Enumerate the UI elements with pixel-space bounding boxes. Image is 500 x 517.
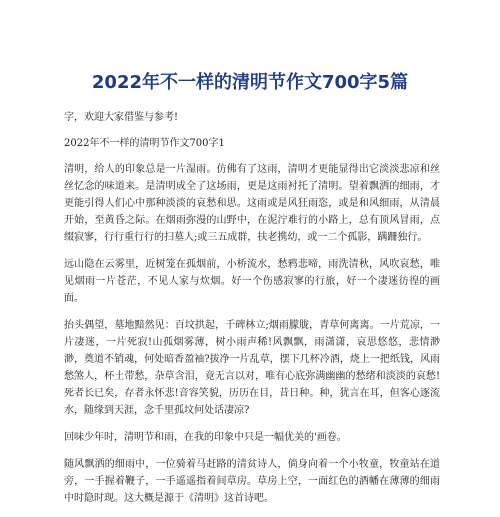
document-body <box>64 109 440 517</box>
document-title: 2022年不一样的清明节作文700字5篇 <box>91 72 409 93</box>
paragraph: 清明，给人的印象总是一片湿雨。仿佛有了这雨，清明才更能显得出它淡淡悲凉和丝丝忆念的味道来。是清明成全了这场雨，更是这雨衬托了清明。望着飘洒的细雨，才更能引得人们心中那种淡淡的哀愁和思。这雨或是风狂雨恣，或是和风细雨，从清晨开始，至黄昏之际。在烟雨弥漫的山野中，在泥泞难行的小路上，总有顶风冒雨，点缀寂寥，行行重行行的扫墓人;或三五成群，扶老携幼，或一二个孤影，蹒跚独行。 <box>64 164 440 243</box>
paragraph: 回味少年时，清明节和雨，在我的印象中只是一幅优美的'画卷。 <box>64 432 347 443</box>
section-heading: 2022年不一样的清明节作文700字1 <box>64 138 225 149</box>
paragraph: 随风飘洒的细雨中，一位骑着马赶路的清贫诗人，倘身向着一个小牧童，牧童站在道旁，一手握着鞭子，一手遥遥指着间草房。草房上空，一面红色的酒幡在薄薄的细雨中时隐时现。这大概是源于《清明》这首诗吧。 <box>64 459 440 504</box>
paragraph: 抬头偶望，墓地黯然见：百坟拱起，千碑林立;烟雨朦胧，青草何离离。一片荒凉，一片凄迷，一片死寂!山孤烟雾薄，树小雨声稀!风飘飘，雨潇潇，哀思悠悠，悲情渺渺，奠道不销魂，何处暗香盈袖?拔净一片乱草，摆下几杯冷酒，烧上一把纸钱，风雨愁煞人，杯土带愁，杂草含泪，竟无言以对，唯有心底弥满幽幽的愁绪和淡淡的哀愁!死者长已矣，存者永怀悲!音容笑貌，历历在目，昔日种。种，犹言在耳，但客心逐流水，随缘到天涯，念千里孤坟何处话凄凉? <box>64 320 440 416</box>
paragraph: 远山隐在云雾里，近树笼在孤烟前，小桥流水，愁鸦悲啼，雨洗清秋，风吹哀愁，唯见烟雨一片苍茫，不见人家与炊烟。好一个伤感寂寥的行旅，好一个凄迷彷徨的画面。 <box>64 259 440 304</box>
paragraph: 字，欢迎大家借鉴与参考! <box>64 112 179 123</box>
